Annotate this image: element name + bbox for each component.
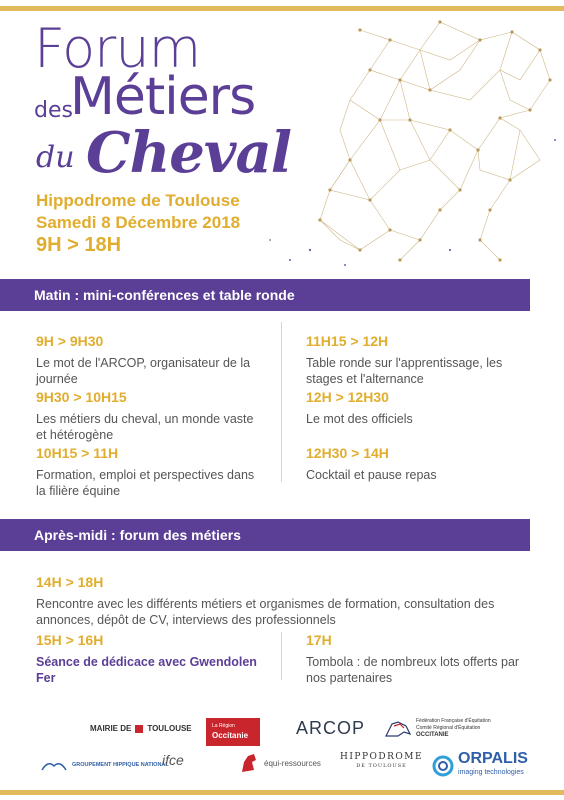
logo-ifce: ifce bbox=[162, 752, 184, 768]
polygon-horse-illustration bbox=[250, 10, 564, 272]
title-metiers: Métiers bbox=[70, 67, 256, 127]
slot-time: 12H30 > 14H bbox=[306, 445, 389, 461]
logo-ghn: GROUPEMENT HIPPIQUE NATIONAL bbox=[40, 758, 169, 772]
slot-aprem-main bbox=[36, 574, 536, 628]
title-des: des bbox=[34, 98, 73, 123]
event-date: Samedi 8 Décembre 2018 bbox=[36, 213, 241, 232]
slot-matin-1 bbox=[36, 333, 266, 387]
slot-desc: Cocktail et pause repas bbox=[306, 468, 437, 482]
toulouse-cross-icon bbox=[135, 725, 143, 733]
title-cheval: Cheval bbox=[86, 120, 292, 186]
slot-matin-4 bbox=[306, 333, 536, 387]
slot-aprem-tombola bbox=[306, 632, 536, 686]
orpalis-swirl-icon bbox=[432, 755, 454, 777]
logo-hippodrome-toulouse: HIPPODROME DE TOULOUSE bbox=[340, 752, 424, 769]
slot-time: 17H bbox=[306, 632, 332, 648]
title-du: du bbox=[36, 140, 75, 175]
column-divider bbox=[281, 632, 282, 680]
slot-time: 12H > 12H30 bbox=[306, 389, 389, 405]
slot-matin-6 bbox=[306, 445, 536, 483]
slot-time: 11H15 > 12H bbox=[306, 333, 389, 349]
slot-time: 14H > 18H bbox=[36, 574, 104, 590]
logo-arcop: ARCOP bbox=[296, 718, 366, 738]
logo-orpalis: ORPALIS imaging technologies bbox=[432, 752, 528, 780]
slot-time: 9H30 > 10H15 bbox=[36, 389, 127, 405]
bottom-gold-border bbox=[0, 790, 564, 795]
title-forum: Forum bbox=[34, 17, 201, 80]
slot-desc: Séance de dédicace avec Gwendolen Fer bbox=[36, 655, 257, 685]
slot-desc: Formation, emploi et perspectives dans la filière équine bbox=[36, 468, 255, 498]
slot-time: 9H > 9H30 bbox=[36, 333, 104, 349]
slot-matin-2 bbox=[36, 389, 266, 443]
ghn-horse-icon bbox=[40, 758, 68, 772]
section-heading-aprem: Après-midi : forum des métiers bbox=[0, 519, 530, 551]
slot-desc: Le mot de l'ARCOP, organisateur de la journée bbox=[36, 356, 251, 386]
logo-ffe-occitanie: Fédération Française d'Équitation Comité Régional d'Équitation OCCITANIE bbox=[384, 718, 491, 739]
logo-mairie-toulouse: MAIRIE DE TOULOUSE bbox=[90, 724, 192, 733]
section-heading-matin: Matin : mini-conférences et table ronde bbox=[0, 279, 530, 311]
horse-head-icon bbox=[384, 720, 412, 738]
column-divider bbox=[281, 322, 282, 482]
slot-aprem-dedicace bbox=[36, 632, 266, 686]
slot-desc: Table ronde sur l'apprentissage, les stages et l'alternance bbox=[306, 356, 503, 386]
slot-matin-3 bbox=[36, 445, 266, 499]
slot-desc: Le mot des officiels bbox=[306, 412, 413, 426]
slot-desc: Les métiers du cheval, un monde vaste et hétérogène bbox=[36, 412, 254, 442]
event-hours: 9H > 18H bbox=[36, 234, 122, 256]
slot-time: 15H > 16H bbox=[36, 632, 104, 648]
red-horse-icon bbox=[238, 752, 260, 774]
logo-region-occitanie: La Région Occitanie bbox=[206, 718, 260, 746]
slot-matin-5 bbox=[306, 389, 536, 427]
slot-time: 10H15 > 11H bbox=[36, 445, 119, 461]
event-venue: Hippodrome de Toulouse bbox=[36, 191, 240, 210]
event-info bbox=[36, 190, 240, 234]
logo-equi-ressources: équi-ressources bbox=[238, 752, 321, 774]
slot-desc: Tombola : de nombreux lots offerts par nos partenaires bbox=[306, 655, 520, 685]
slot-desc: Rencontre avec les différents métiers et organismes de formation, consultation des annonces, dépôt de CV, interviews des professionnels bbox=[36, 597, 495, 627]
